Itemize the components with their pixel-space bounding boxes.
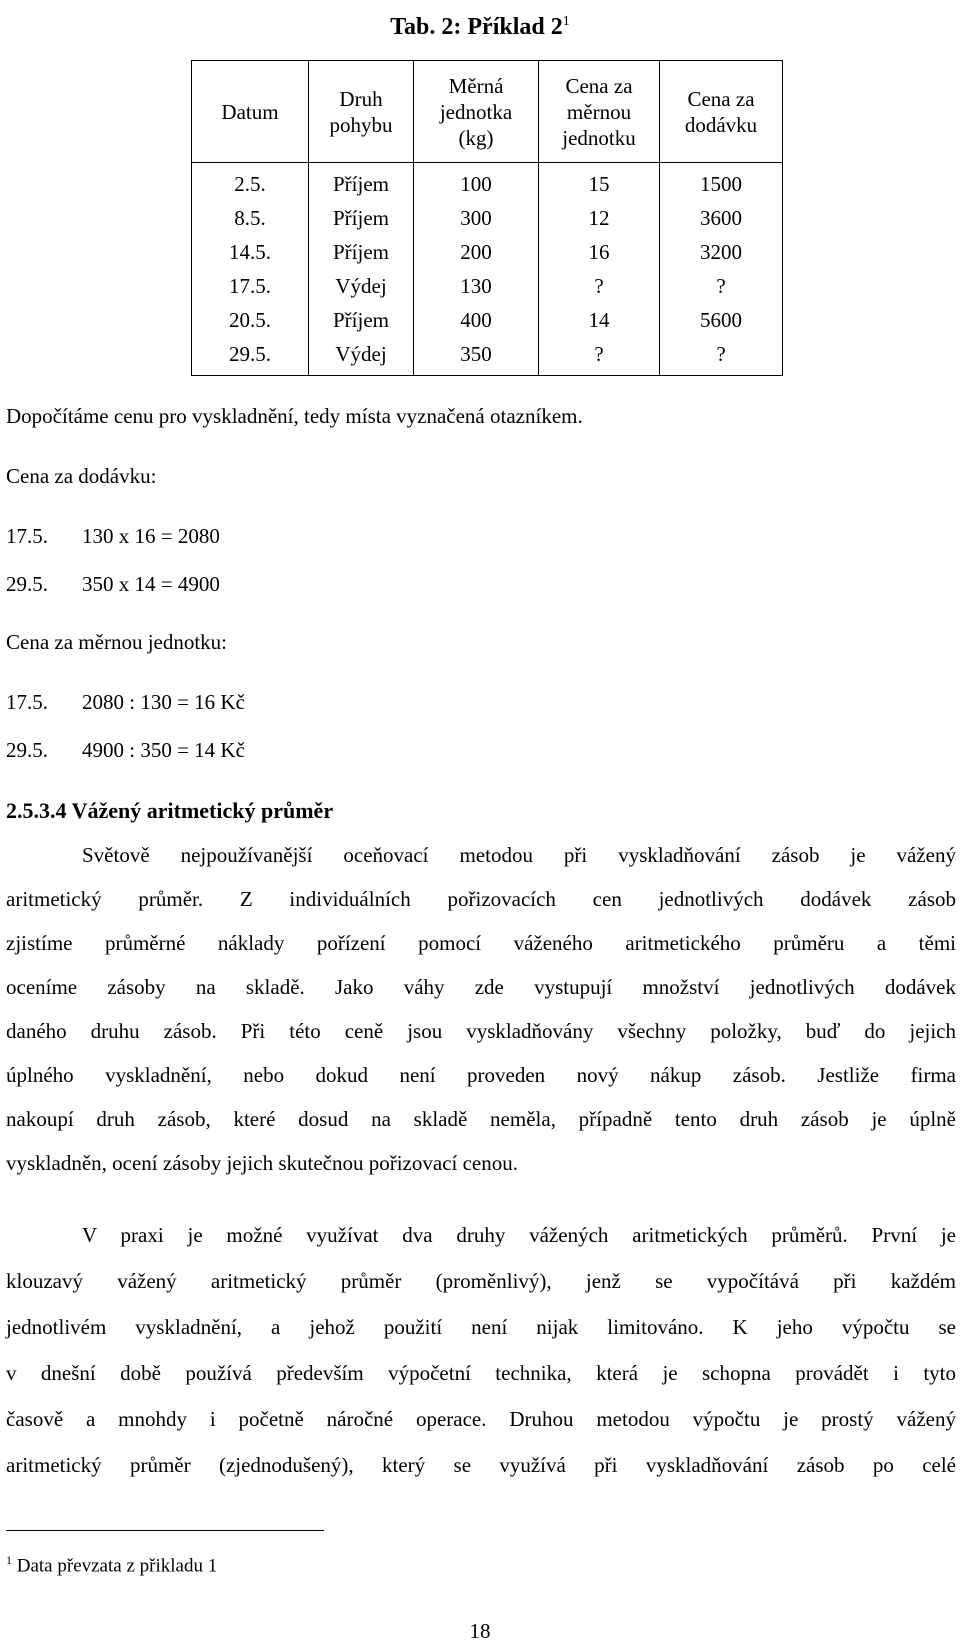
paragraph-line: časově a mnohdy i početně náročné operace. Druhou metodou výpočtu je prostý vážený: [6, 1407, 956, 1431]
header-merna-jednotka: Měrná jednotka (kg): [414, 61, 539, 163]
table-cell: 29.5.: [192, 337, 309, 376]
paragraph-line: vyskladněn, ocení zásoby jejich skutečnou pořizovací cenou.: [6, 1151, 518, 1175]
paragraph-line: v dnešní době používá především výpočetní technika, která je schopna provádět i tyto: [6, 1361, 956, 1385]
calc-expression: 130 x 16 = 2080: [82, 524, 220, 548]
footnote-divider: [6, 1530, 324, 1531]
intro-text: Dopočítáme cenu pro vyskladnění, tedy místa vyznačená otazníkem.: [6, 404, 583, 428]
table-cell: Příjem: [309, 163, 414, 202]
table-cell: 100: [414, 163, 539, 202]
cena-dodavka-label: Cena za dodávku:: [6, 464, 157, 488]
table-cell: 350: [414, 337, 539, 376]
table-cell: ?: [660, 337, 783, 376]
paragraph-line: V praxi je možné využívat dva druhy vážených aritmetických průměrů. První je: [82, 1223, 956, 1247]
table-cell: 3200: [660, 235, 783, 269]
table-cell: 5600: [660, 303, 783, 337]
paragraph-line: daného druhu zásob. Při této ceně jsou vyskladňovány všechny položky, buď do jejich: [6, 1019, 956, 1043]
calc-expression: 4900 : 350 = 14 Kč: [82, 738, 245, 762]
table-cell: 14: [539, 303, 660, 337]
table-cell: ?: [539, 337, 660, 376]
footnote-number: 1: [6, 1553, 12, 1567]
table-cell: 15: [539, 163, 660, 202]
table-row: [192, 269, 783, 303]
footnote: [6, 1548, 217, 1578]
paragraph-line: aritmetický průměr. Z individuálních pořizovacích cen jednotlivých dodávek zásob: [6, 887, 956, 911]
table-cell: 16: [539, 235, 660, 269]
calc-date: 17.5.: [6, 524, 48, 548]
table-row: [192, 235, 783, 269]
table-cell: ?: [539, 269, 660, 303]
table-cell: 1500: [660, 163, 783, 202]
calc-date: 29.5.: [6, 738, 48, 762]
paragraph-line: klouzavý vážený aritmetický průměr (proměnlivý), jenž se vypočítává při každém: [6, 1269, 956, 1293]
table-cell: Příjem: [309, 201, 414, 235]
table-cell: Výdej: [309, 269, 414, 303]
header-datum: Datum: [192, 61, 309, 163]
table-cell: 20.5.: [192, 303, 309, 337]
calc-expression: 350 x 14 = 4900: [82, 572, 220, 596]
footnote-text: Data převzata z přikladu 1: [16, 1555, 218, 1577]
table-title-text: Tab. 2: Příklad 2: [390, 14, 563, 40]
table-cell: 17.5.: [192, 269, 309, 303]
header-cena-za-jednotku: Cena za měrnou jednotku: [539, 61, 660, 163]
table-cell: 200: [414, 235, 539, 269]
header-cena-za-dodavku: Cena za dodávku: [660, 61, 783, 163]
table-cell: Příjem: [309, 235, 414, 269]
table-cell: 3600: [660, 201, 783, 235]
table-cell: ?: [660, 269, 783, 303]
table-row: [192, 163, 783, 202]
paragraph-line: jednotlivém vyskladnění, a jehož použití není nijak limitováno. K jeho výpočtu se: [6, 1315, 956, 1339]
cena-jednotka-label: Cena za měrnou jednotku:: [6, 630, 228, 654]
section-heading: 2.5.3.4 Vážený aritmetický průměr: [6, 798, 334, 823]
table-cell: 400: [414, 303, 539, 337]
header-druh-pohybu: Druh pohybu: [309, 61, 414, 163]
table-cell: 130: [414, 269, 539, 303]
table-cell: 14.5.: [192, 235, 309, 269]
data-table: [191, 60, 783, 376]
footnote-ref: 1: [562, 14, 570, 29]
table-row: [192, 201, 783, 235]
table-title: [0, 4, 960, 45]
table-cell: Výdej: [309, 337, 414, 376]
table-cell: 300: [414, 201, 539, 235]
table-cell: Příjem: [309, 303, 414, 337]
paragraph-line: oceníme zásoby na skladě. Jako váhy zde vystupují množství jednotlivých dodávek: [6, 975, 956, 999]
table-cell: 8.5.: [192, 201, 309, 235]
table-row: [192, 303, 783, 337]
calc-date: 29.5.: [6, 572, 48, 596]
paragraph-line: úplného vyskladnění, nebo dokud není proveden nový nákup zásob. Jestliže firma: [6, 1063, 956, 1087]
table-cell: 12: [539, 201, 660, 235]
table-cell: 2.5.: [192, 163, 309, 202]
table-header-row: [192, 61, 783, 163]
paragraph-line: aritmetický průměr (zjednodušený), který se využívá při vyskladňování zásob po celé: [6, 1453, 956, 1477]
page-number: 18: [469, 1619, 491, 1643]
paragraph-line: nakoupí druh zásob, které dosud na skladě neměla, případně tento druh zásob je úplně: [6, 1107, 956, 1131]
paragraph-line: Světově nejpoužívanější oceňovací metodou při vyskladňování zásob je vážený: [82, 843, 956, 867]
calc-date: 17.5.: [6, 690, 48, 714]
calc-expression: 2080 : 130 = 16 Kč: [82, 690, 245, 714]
table-row: [192, 337, 783, 376]
paragraph-line: zjistíme průměrné náklady pořízení pomocí váženého aritmetického průměru a těmi: [6, 931, 956, 955]
